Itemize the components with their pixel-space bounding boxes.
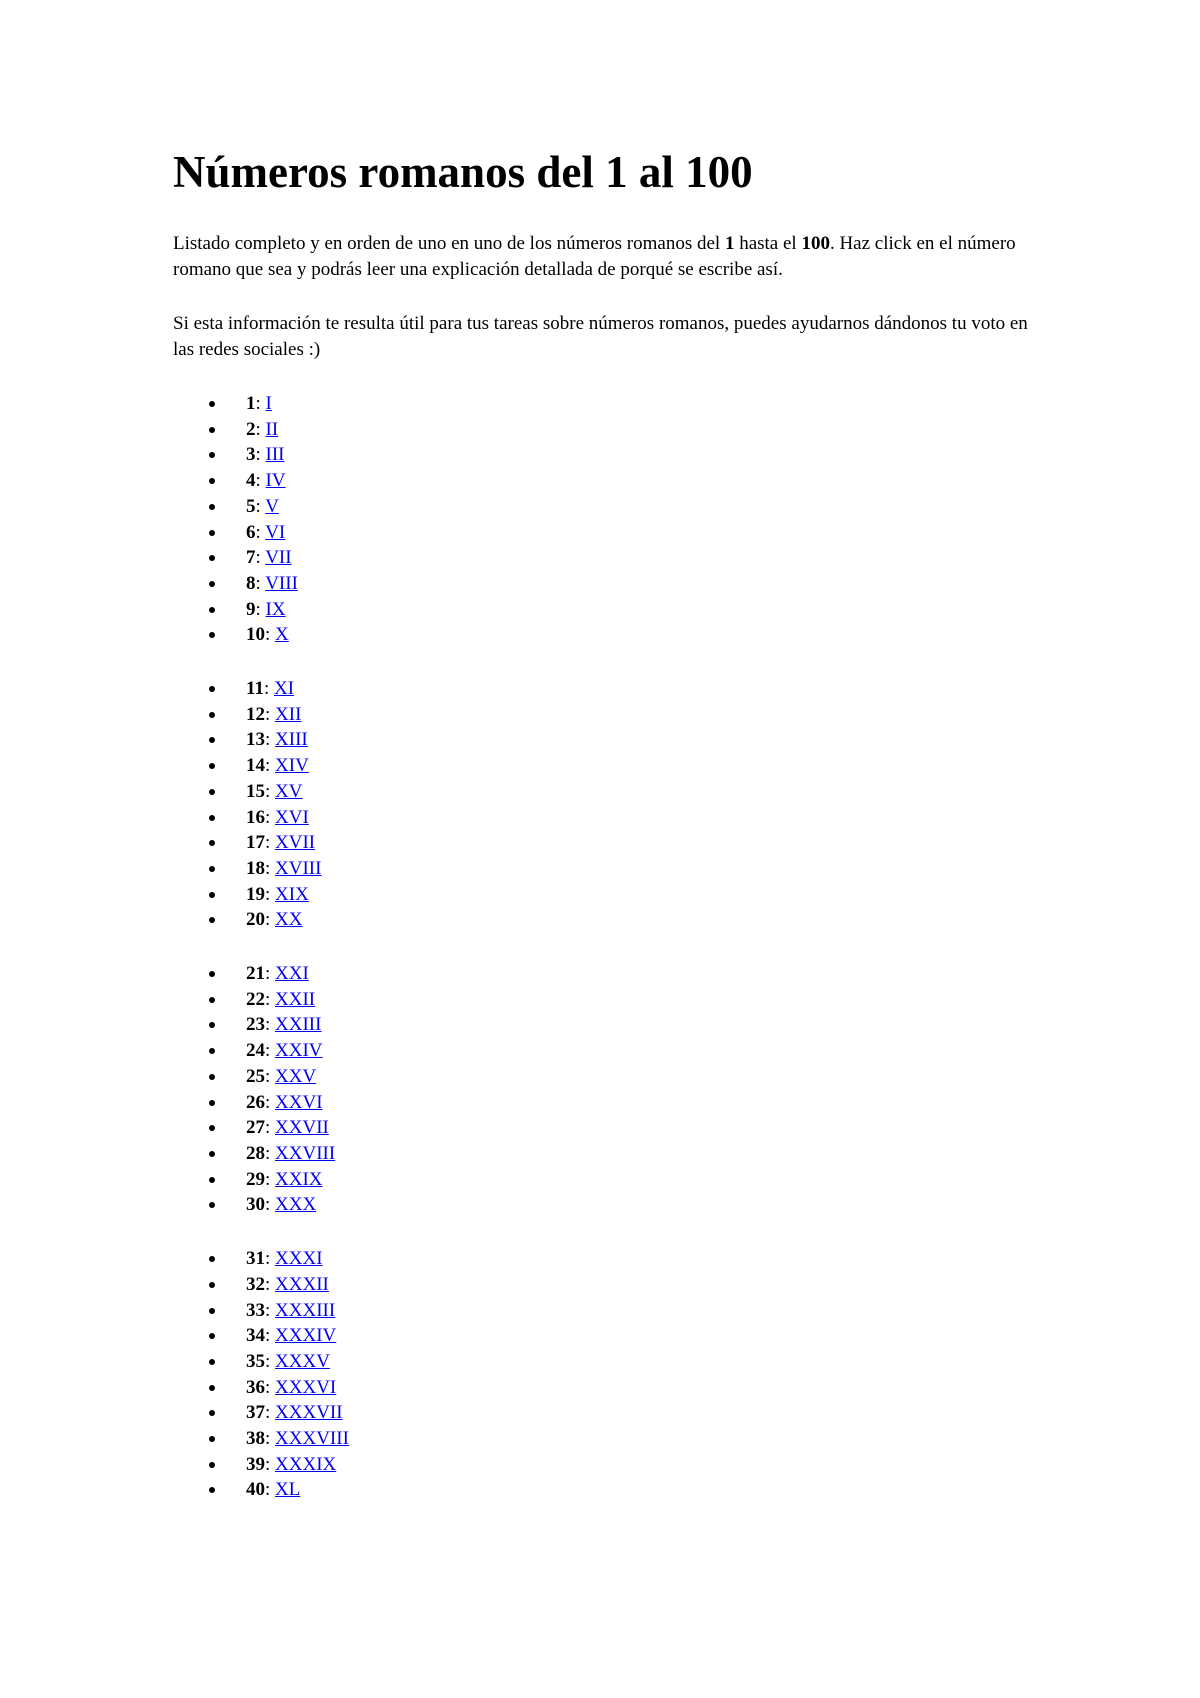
separator: : bbox=[265, 1091, 276, 1113]
roman-numeral-link[interactable]: V bbox=[265, 495, 279, 517]
arabic-number: 4 bbox=[246, 470, 256, 492]
roman-numeral-link[interactable]: XIX bbox=[275, 883, 309, 905]
roman-numeral-link[interactable]: XIV bbox=[275, 755, 309, 777]
arabic-number: 14 bbox=[246, 755, 265, 777]
roman-numeral-link[interactable]: XXVII bbox=[275, 1117, 329, 1139]
roman-numeral-link[interactable]: XXI bbox=[275, 963, 309, 985]
list-item bbox=[246, 1298, 1033, 1324]
intro-bold-start: 1 bbox=[724, 233, 735, 254]
separator: : bbox=[265, 729, 276, 751]
separator: : bbox=[255, 572, 266, 594]
roman-numeral-link[interactable]: I bbox=[265, 393, 272, 414]
list-item bbox=[246, 1115, 1033, 1141]
arabic-number: 33 bbox=[246, 1299, 265, 1321]
arabic-number: 2 bbox=[246, 418, 256, 440]
list-item bbox=[246, 1477, 1033, 1503]
separator: : bbox=[265, 963, 276, 985]
arabic-number: 28 bbox=[246, 1142, 265, 1164]
arabic-number: 18 bbox=[246, 857, 265, 879]
intro-text-2: hasta el bbox=[734, 233, 802, 254]
separator: : bbox=[265, 624, 276, 646]
roman-numeral-link[interactable]: XX bbox=[275, 909, 303, 931]
numeral-list bbox=[173, 1246, 1033, 1503]
roman-numeral-link[interactable]: XXIII bbox=[275, 1014, 322, 1036]
separator: : bbox=[263, 678, 274, 700]
roman-numeral-link[interactable]: IV bbox=[265, 470, 286, 492]
arabic-number: 39 bbox=[246, 1453, 265, 1475]
separator: : bbox=[265, 1299, 276, 1321]
arabic-number: 38 bbox=[246, 1428, 265, 1450]
list-item bbox=[246, 805, 1033, 831]
list-item bbox=[246, 1064, 1033, 1090]
arabic-number: 27 bbox=[246, 1117, 265, 1139]
list-item bbox=[246, 1141, 1033, 1167]
arabic-number: 23 bbox=[246, 1014, 265, 1036]
separator: : bbox=[265, 755, 276, 777]
arabic-number: 19 bbox=[246, 883, 265, 905]
arabic-number: 5 bbox=[246, 495, 256, 517]
arabic-number: 11 bbox=[246, 678, 264, 700]
arabic-number: 26 bbox=[246, 1091, 265, 1113]
separator: : bbox=[265, 988, 276, 1010]
list-item bbox=[246, 830, 1033, 856]
list-item bbox=[246, 702, 1033, 728]
arabic-number: 35 bbox=[246, 1350, 265, 1372]
list-item bbox=[246, 468, 1033, 494]
arabic-number: 20 bbox=[246, 909, 265, 931]
separator: : bbox=[265, 1273, 276, 1295]
separator: : bbox=[265, 780, 276, 802]
separator: : bbox=[265, 806, 276, 828]
arabic-number: 1 bbox=[246, 393, 256, 414]
list-item bbox=[246, 987, 1033, 1013]
separator: : bbox=[265, 1428, 276, 1450]
roman-numeral-link[interactable]: XVII bbox=[275, 832, 316, 854]
roman-numeral-link[interactable]: XVIII bbox=[275, 857, 322, 879]
arabic-number: 9 bbox=[246, 598, 256, 620]
list-item bbox=[246, 520, 1033, 546]
list-item bbox=[246, 1452, 1033, 1478]
list-item bbox=[246, 494, 1033, 520]
list-item bbox=[246, 1167, 1033, 1193]
arabic-number: 24 bbox=[246, 1040, 265, 1062]
list-item bbox=[246, 1400, 1033, 1426]
separator: : bbox=[265, 857, 276, 879]
arabic-number: 7 bbox=[246, 547, 256, 569]
roman-numeral-link[interactable]: XXV bbox=[275, 1065, 317, 1087]
separator: : bbox=[265, 1014, 276, 1036]
separator: : bbox=[265, 1248, 276, 1270]
document-page bbox=[173, 142, 1033, 1531]
roman-numeral-link[interactable]: XXXII bbox=[275, 1273, 329, 1295]
list-item bbox=[246, 417, 1033, 443]
roman-numeral-link[interactable]: XI bbox=[273, 678, 295, 700]
intro-text-1: Listado completo y en orden de uno en uno de los números romanos del bbox=[173, 233, 725, 254]
list-item bbox=[246, 856, 1033, 882]
arabic-number: 29 bbox=[246, 1168, 265, 1190]
list-item bbox=[246, 1323, 1033, 1349]
roman-numeral-link[interactable]: XXXIII bbox=[275, 1299, 336, 1321]
list-item bbox=[246, 882, 1033, 908]
arabic-number: 3 bbox=[246, 444, 256, 466]
arabic-number: 21 bbox=[246, 963, 265, 985]
separator: : bbox=[265, 1453, 276, 1475]
intro-text-3: . Haz click en el número romano que sea y podrás leer una explicación detallada de porqué se escribe así. bbox=[173, 233, 1016, 280]
separator: : bbox=[265, 1376, 276, 1398]
separator: : bbox=[255, 393, 266, 414]
roman-numeral-link[interactable]: XXXIX bbox=[275, 1453, 337, 1475]
arabic-number: 12 bbox=[246, 703, 265, 725]
separator: : bbox=[265, 1402, 276, 1424]
arabic-number: 17 bbox=[246, 832, 265, 854]
separator: : bbox=[265, 1040, 276, 1062]
list-item bbox=[246, 1090, 1033, 1116]
list-item bbox=[246, 1246, 1033, 1272]
roman-numeral-link[interactable]: IX bbox=[265, 598, 286, 620]
arabic-number: 36 bbox=[246, 1376, 265, 1398]
separator: : bbox=[265, 1168, 276, 1190]
roman-numeral-link[interactable]: X bbox=[275, 624, 289, 646]
intro-bold-end: 100 bbox=[801, 233, 830, 254]
arabic-number: 31 bbox=[246, 1248, 265, 1270]
roman-numeral-link[interactable]: VII bbox=[265, 547, 292, 569]
list-item bbox=[246, 1012, 1033, 1038]
numeral-list bbox=[173, 676, 1033, 933]
separator: : bbox=[255, 495, 266, 517]
numerals-lists bbox=[173, 391, 1033, 1503]
arabic-number: 13 bbox=[246, 729, 265, 751]
list-item bbox=[246, 571, 1033, 597]
list-item bbox=[246, 597, 1033, 623]
list-item bbox=[246, 779, 1033, 805]
roman-numeral-link[interactable]: XXXIV bbox=[275, 1325, 337, 1347]
separator: : bbox=[265, 909, 276, 931]
list-item bbox=[246, 1038, 1033, 1064]
list-item bbox=[246, 391, 1033, 417]
separator: : bbox=[265, 1479, 276, 1501]
separator: : bbox=[265, 703, 276, 725]
list-item bbox=[246, 545, 1033, 571]
numeral-list bbox=[173, 391, 1033, 648]
roman-numeral-link[interactable]: XXIX bbox=[275, 1168, 323, 1190]
separator: : bbox=[265, 1194, 276, 1216]
list-item bbox=[246, 961, 1033, 987]
page-title: Números romanos del 1 al 100 bbox=[173, 147, 753, 197]
list-item bbox=[246, 622, 1033, 648]
arabic-number: 6 bbox=[246, 521, 256, 543]
separator: : bbox=[265, 1350, 276, 1372]
list-item bbox=[246, 727, 1033, 753]
separator: : bbox=[255, 521, 266, 543]
arabic-number: 30 bbox=[246, 1194, 265, 1216]
separator: : bbox=[265, 1142, 276, 1164]
roman-numeral-link[interactable]: XV bbox=[275, 780, 303, 802]
arabic-number: 40 bbox=[246, 1479, 265, 1501]
separator: : bbox=[265, 883, 276, 905]
arabic-number: 37 bbox=[246, 1402, 265, 1424]
separator: : bbox=[255, 470, 266, 492]
arabic-number: 32 bbox=[246, 1273, 265, 1295]
arabic-number: 8 bbox=[246, 572, 256, 594]
roman-numeral-link[interactable]: XXIV bbox=[275, 1040, 323, 1062]
list-item bbox=[246, 753, 1033, 779]
roman-numeral-link[interactable]: XII bbox=[275, 703, 302, 725]
roman-numeral-link[interactable]: III bbox=[265, 444, 285, 466]
list-item bbox=[246, 442, 1033, 468]
roman-numeral-link[interactable]: XL bbox=[275, 1479, 301, 1501]
arabic-number: 15 bbox=[246, 780, 265, 802]
intro-paragraph bbox=[173, 231, 1033, 283]
roman-numeral-link[interactable]: XXX bbox=[275, 1194, 317, 1216]
arabic-number: 10 bbox=[246, 624, 265, 646]
roman-numeral-link[interactable]: VI bbox=[265, 521, 286, 543]
roman-numeral-link[interactable]: XXXVI bbox=[275, 1376, 337, 1398]
separator: : bbox=[265, 1117, 276, 1139]
separator: : bbox=[255, 418, 266, 440]
arabic-number: 16 bbox=[246, 806, 265, 828]
roman-numeral-link[interactable]: XIII bbox=[275, 729, 308, 751]
numeral-list bbox=[173, 961, 1033, 1218]
roman-numeral-link[interactable]: VIII bbox=[265, 572, 298, 594]
list-item bbox=[246, 907, 1033, 933]
arabic-number: 22 bbox=[246, 988, 265, 1010]
roman-numeral-link[interactable]: XXXVII bbox=[275, 1402, 343, 1424]
separator: : bbox=[255, 598, 266, 620]
roman-numeral-link[interactable]: XXII bbox=[275, 988, 316, 1010]
arabic-number: 25 bbox=[246, 1065, 265, 1087]
roman-numeral-link[interactable]: XXXV bbox=[275, 1350, 330, 1372]
list-item bbox=[246, 1375, 1033, 1401]
list-item bbox=[246, 1349, 1033, 1375]
roman-numeral-link[interactable]: XVI bbox=[275, 806, 309, 828]
list-item bbox=[246, 1272, 1033, 1298]
arabic-number: 34 bbox=[246, 1325, 265, 1347]
separator: : bbox=[265, 1065, 276, 1087]
roman-numeral-link[interactable]: XXVIII bbox=[275, 1142, 336, 1164]
separator: : bbox=[255, 444, 266, 466]
list-item bbox=[246, 676, 1033, 702]
list-item bbox=[246, 1426, 1033, 1452]
roman-numeral-link[interactable]: II bbox=[265, 418, 279, 440]
roman-numeral-link[interactable]: XXXI bbox=[275, 1248, 323, 1270]
social-note-paragraph: Si esta información te resulta útil para tus tareas sobre números romanos, puedes ayudarnos dándonos tu voto en las redes sociales :) bbox=[173, 313, 1028, 360]
separator: : bbox=[265, 1325, 276, 1347]
roman-numeral-link[interactable]: XXXVIII bbox=[275, 1428, 349, 1450]
separator: : bbox=[255, 547, 266, 569]
list-item bbox=[246, 1192, 1033, 1218]
separator: : bbox=[265, 832, 276, 854]
roman-numeral-link[interactable]: XXVI bbox=[275, 1091, 323, 1113]
